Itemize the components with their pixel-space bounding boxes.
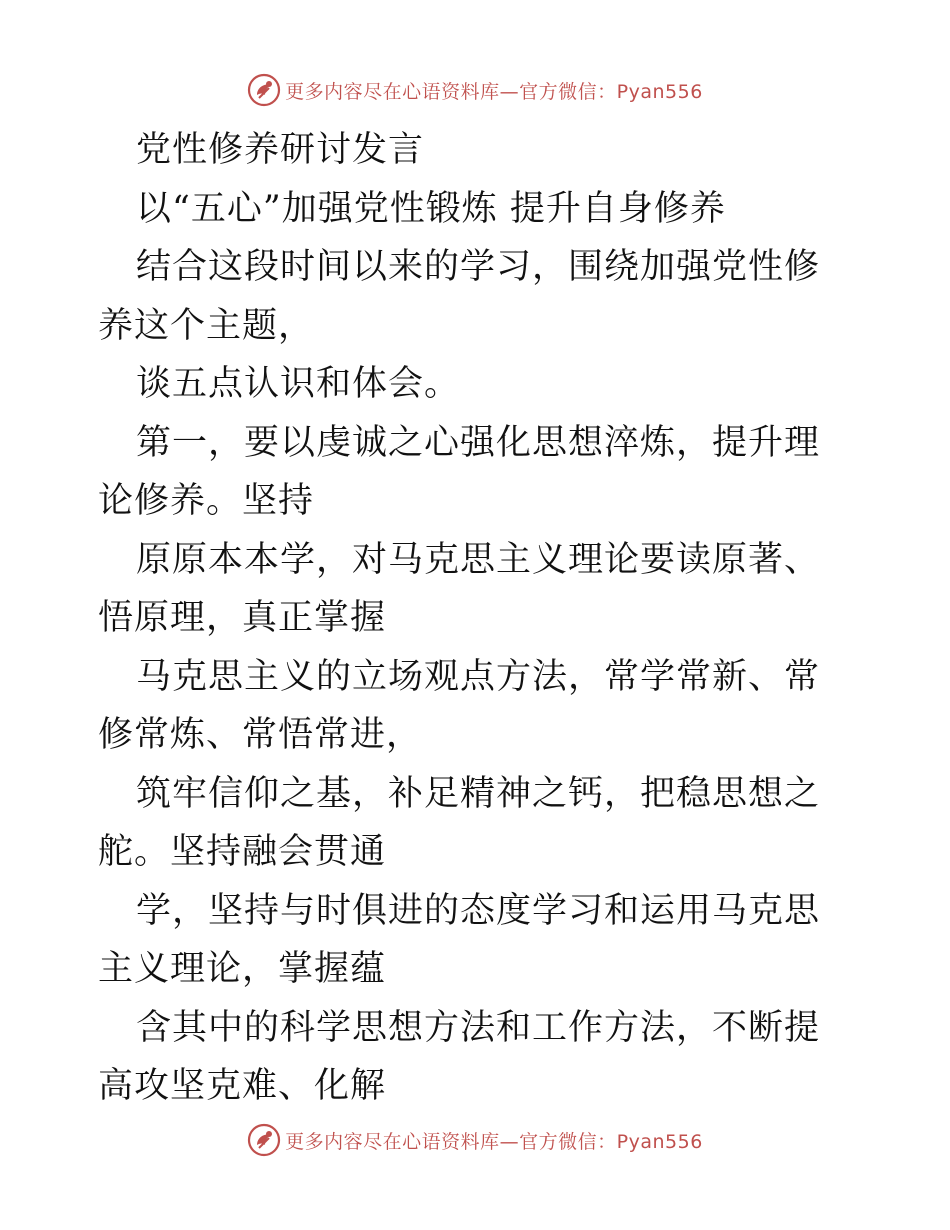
paragraph: 第一，要以虔诚之心强化思想淬炼，提升理论修养。坚持 [98,422,821,521]
rose-logo-icon [247,1123,281,1157]
paragraph: 含其中的科学思想方法和工作方法，不断提高攻坚克难、化解 [98,1007,821,1106]
document-title: 党性修养研讨发言 [136,130,425,170]
header-banner [0,70,950,110]
header-banner-text: 更多内容尽在心语资料库—官方微信：Pyan556 [285,80,703,103]
footer-banner-text: 更多内容尽在心语资料库—官方微信：Pyan556 [285,1130,703,1153]
paragraph: 马克思主义的立场观点方法，常学常新、常修常炼、常悟常进， [98,656,821,755]
paragraph: 学，坚持与时俱进的态度学习和运用马克思主义理论，掌握蕴 [98,890,821,989]
paragraph: 原原本本学，对马克思主义理论要读原著、悟原理，真正掌握 [98,539,821,638]
paragraph: 谈五点认识和体会。 [136,364,461,404]
document-body [98,121,854,1116]
document-subtitle: 以“五心”加强党性锻炼 提升自身修养 [136,188,726,229]
rose-logo-icon [247,73,281,107]
footer-banner [0,1120,950,1160]
paragraph: 筑牢信仰之基，补足精神之钙，把稳思想之舵。坚持融会贯通 [98,773,821,872]
paragraph: 结合这段时间以来的学习，围绕加强党性修养这个主题， [98,247,821,346]
